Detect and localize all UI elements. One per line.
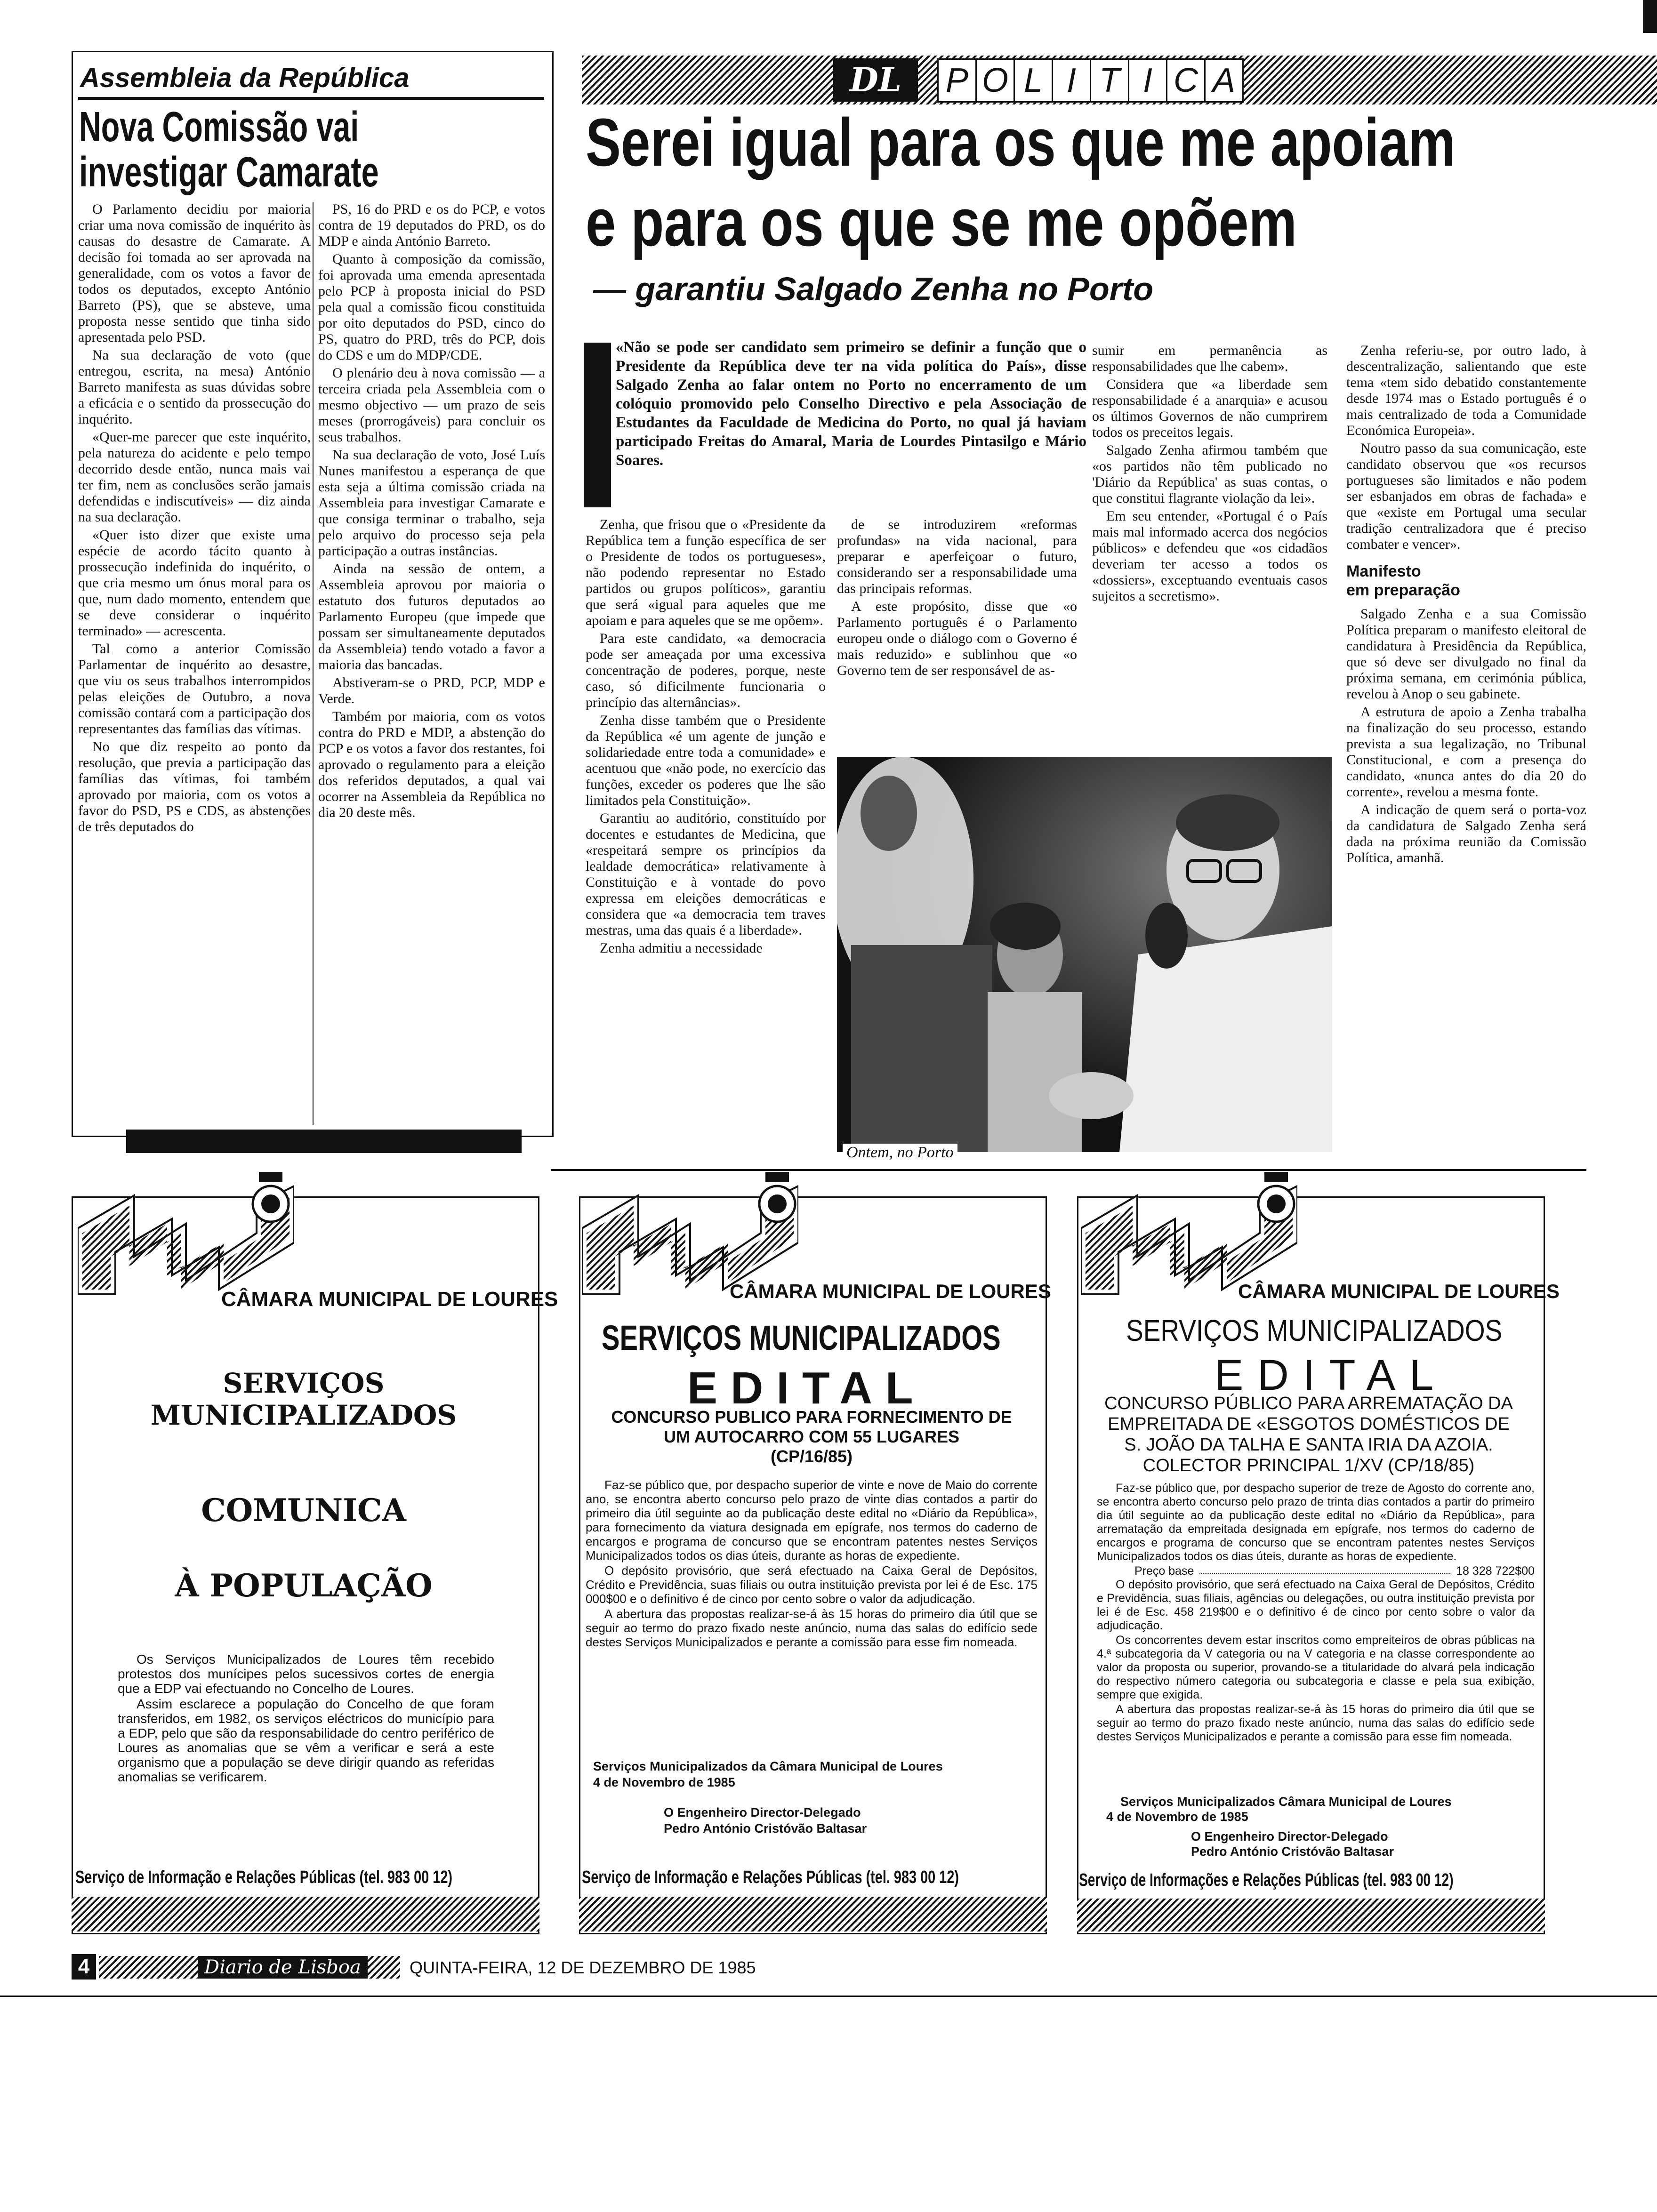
page-date: QUINTA-FEIRA, 12 DE DEZEMBRO DE 1985 xyxy=(410,1958,756,1977)
ad2-edital: EDITAL xyxy=(687,1363,926,1413)
section-politica-letter: I xyxy=(1128,58,1167,103)
ad3-subject-3: S. JOÃO DA TALHA E SANTA IRIA DA AZOIA. xyxy=(1124,1435,1493,1455)
dl-logo-text: DL xyxy=(850,60,901,99)
main-col3-p2: Considera que «a liberdade sem responsabilidade é a anarquia» e acusou os últimos Governos de não cumprirem todos os preceitos legais. xyxy=(1092,377,1327,440)
section-politica xyxy=(939,58,1244,102)
ad1-body xyxy=(118,1652,494,1785)
ad3-date: 4 de Novembro de 1985 xyxy=(1106,1810,1248,1824)
ad3-body xyxy=(1097,1482,1535,1745)
section-politica-letter: A xyxy=(1204,58,1244,103)
ad2-body-p3: A abertura das propostas realizar-se-á às 15 horas do primeiro dia útil que se seguir ao termo do prazo fixado neste anúncio, numa das salas do edifício sede destes Serviços Municipalizados e perante a comissão para esse fim nomeada. xyxy=(586,1607,1038,1649)
ad2-body-p2: O depósito provisório, que será efectuado na Caixa Geral de Depósitos, Crédito e Previdência, suas filiais ou outra instituição prevista por lei é de Esc. 175 000$00 e o definitivo é de cinco por cento sobre o valor da adjudicação. xyxy=(586,1563,1038,1606)
ad3-title: SERVIÇOS MUNICIPALIZADOS xyxy=(1126,1314,1503,1347)
masthead-name: Diario de Lisboa xyxy=(204,1956,361,1978)
section-politica-letters xyxy=(939,58,1244,102)
page-number: 4 xyxy=(78,1955,90,1978)
ad2-body xyxy=(586,1478,1038,1650)
left-article-col-1 xyxy=(78,201,311,1124)
ad2-sign-2: O Engenheiro Director-Delegado xyxy=(664,1805,861,1819)
ad3-sign-1: Serviços Municipalizados Câmara Municipal de Loures xyxy=(1120,1795,1452,1809)
news-photo-art xyxy=(837,757,1332,1152)
ad3-body2-p3: A abertura das propostas realizar-se-á às 15 horas do primeiro dia útil que se seguir ao termo do prazo fixado neste anúncio, numa das salas do edifício sede destes Serviços Municipalizados e perante a comissão para esse fim nomeada. xyxy=(1097,1703,1535,1743)
left-col2-p3: O plenário deu à nova comissão — a terceira criada pela Assembleia com o mesmo objectivo — um prazo de seis meses (prorrogáveis) para concluir os seus trabalhos. xyxy=(318,365,545,445)
ad1-body-p2: Assim esclarece a população do Concelho de que foram transferidos, em 1982, os serviços eléctricos do município para a EDP, pelo que são da responsabilidade do centro periférico de Loures as anomalias que se vêm a verificar e será a este organismo que a população se deve dirigir quando as referidas anomalias se verificarem. xyxy=(118,1697,494,1784)
left-col2-p4: Na sua declaração de voto, José Luís Nunes manifestou a esperança de que esta seja a última comissão criada na Assembleia para investigar Camarate e que consiga terminar o trabalho, seja pelo arquivo do processo seja pela participação a outras instâncias. xyxy=(318,447,545,559)
ad1-crest-icon xyxy=(245,1172,297,1228)
main-headline-1: Serei igual para os que me apoiam xyxy=(586,104,1456,180)
ad3-edital: EDITAL xyxy=(1215,1351,1448,1399)
main-col4b-p2: A estrutura de apoio a Zenha trabalha na finalização do seu processo, estando prevista a sua legalização, no Tribunal Constitucional, e com a presença do candidato, «nunca antes do dia 20 do corrente», revelou a mesma fonte. xyxy=(1346,704,1586,800)
dl-logo xyxy=(833,58,918,102)
lead-paragraph: «Não se pode ser candidato sem primeiro se definir a função que o Presidente da República deve ter na vida política do País», disse Salgado Zenha ao falar ontem no Porto no encerramento de um colóquio promovido pelo Conselho Directivo e pela Associação de Estudantes da Faculdade de Medicina do Porto, no qual já haviam participado Freitas do Amaral, Maria de Lourdes Pintasilgo e Mário Soares. xyxy=(616,339,1086,469)
page-number-box xyxy=(72,1954,96,1980)
left-col1-p6: No que diz respeito ao ponto da resolução, que previa a participação das famílias das vítimas, foi também aprovado por maioria, com os votos a favor do PSD, PS e CDS, as abstenções de três deputados do xyxy=(78,739,311,834)
main-col-2 xyxy=(837,517,1077,752)
ad3-footer-stripe xyxy=(1077,1899,1545,1931)
main-col3-p1: sumir em permanência as responsabilidades que lhe cabem». xyxy=(1092,343,1327,374)
main-headline-2: e para os que se me opõem xyxy=(586,184,1297,260)
photo-caption: Ontem, no Porto xyxy=(843,1144,957,1162)
main-col1-p1: Zenha, que frisou que o «Presidente da República tem a função específica de ser o Presidente de todos os portugueses», não podendo representar no Estado partidos ou grupos políticos», garantiu que será «igual para aqueles que me apoiam e para aqueles que se me opõem». xyxy=(586,517,826,628)
main-col1-p3: Zenha disse também que o Presidente da República «é um agente de junção e solidariedade entre toda a comunidade» e acentuou que «não pode, no exercício das funções, exceder os poderes que lhe são limitados pela Constituição». xyxy=(586,713,826,808)
left-col1-p3: «Quer-me parecer que este inquérito, pela natureza do acidente e pelo tempo decorrido desde então, nunca mais vai ter fim, nem as conclusões serão jamais defendidas e indiscutíveis» — diz ainda na sua declaração. xyxy=(78,429,311,525)
main-col3-p3: Salgado Zenha afirmou também que «os partidos não têm publicado no 'Diário da República' as suas contas, o que constitui flagrante violação da lei». xyxy=(1092,442,1327,506)
lead-dropcap-bar xyxy=(584,343,611,507)
bottom-rule xyxy=(0,1996,1657,1997)
ad3-body2-p1: O depósito provisório, que será efectuado na Caixa Geral de Depósitos, Crédito e Previdência, suas filiais, agências ou delegações, ou outra instituição prevista por lei é de Esc. 458 219$00 e o definitivo é de cinco por cento sobre o valor da adjudicação. xyxy=(1097,1578,1535,1632)
ad2-date: 4 de Novembro de 1985 xyxy=(593,1775,735,1789)
left-section-rule xyxy=(78,97,544,100)
main-col4-p1: Zenha referiu-se, por outro lado, à descentralização, salientando que este tema «tem sido debatido constantemente desde 1974 mas o Estado português é o mais centralizado de toda a Comunidade Económica Europeia». xyxy=(1346,343,1586,438)
ad1-big-2: À POPULAÇÃO xyxy=(175,1567,433,1604)
main-col3-p4: Em seu entender, «Portugal é o País mais mal informado acerca dos negócios públicos» e defendeu que «os cidadãos deveriam ter acesso a todos os «dossiers», exceptuando eventuais casos sujeitos a secretismo». xyxy=(1092,508,1327,604)
main-col4b-p3: A indicação de quem será o porta-voz da candidatura de Salgado Zenha será dada na próxima reunião da Comissão Política, amanhã. xyxy=(1346,802,1586,866)
ad2-crest-icon xyxy=(751,1172,803,1228)
ad2-signature xyxy=(593,1758,1036,1836)
ad3-crest-icon xyxy=(1250,1172,1302,1228)
ad1-org: CÂMARA MUNICIPAL DE LOURES xyxy=(221,1288,558,1311)
manifesto-subhead-a: Manifesto xyxy=(1346,562,1421,580)
left-article-col-2 xyxy=(318,201,545,1124)
left-col1-p1: O Parlamento decidiu por maioria criar uma nova comissão de inquérito às causas do desastre de Camarate. A decisão foi tomada ao ser aprovada na generalidade, com os votos a favor de todos os deputados, excepto António Barreto (PS), que se absteve, uma proposta nesse sentido que tinha sido apresentada pelo PSD. xyxy=(78,201,311,345)
left-section-label: Assembleia da República xyxy=(80,63,410,93)
main-col1-p4: Garantiu ao auditório, constituído por docentes e estudantes de Medicina, que «respeitará sempre os princípios da lealdade democrática» relativamente à Constituição e à vontade do povo expressa em eleições democráticas e considera que «a democracia tem traves mestras, uma das quais é a liberdade». xyxy=(586,810,826,938)
left-col2-p5: Ainda na sessão de ontem, a Assembleia aprovou por maioria o estatuto dos futuros deputados ao Parlamento Europeu (que impede que possam ser simultaneamente deputados da Assembleia) tendo votado a favor a maioria das bancadas. xyxy=(318,561,545,673)
main-col2-p2: A este propósito, disse que «o Parlamento português é o Parlamento europeu onde o diálogo com o Governo é mais reduzido» e sublinhou que «o Governo tem de ser responsável de as- xyxy=(837,599,1077,678)
ad1-footer-stripe xyxy=(72,1897,539,1931)
left-col1-p5: Tal como a anterior Comissão Parlamentar de inquérito ao desastre, que viu os seus trabalhos interrompidos pelas eleições de Outubro, a nova comissão contará com a participação dos representantes das famílias das vítimas. xyxy=(78,641,311,737)
manifesto-subhead-b: em preparação xyxy=(1346,581,1460,599)
main-col2-p1: de se introduzirem «reformas profundas» na vida nacional, para preparar e aperfeiçoar o futuro, considerando ser a responsabilidade uma das principais reformas. xyxy=(837,517,1077,596)
ad3-footer: Serviço de Informações e Relações Públicas (tel. 983 00 12) xyxy=(1079,1870,1454,1890)
ad3-subject-1: CONCURSO PÚBLICO PARA ARREMATAÇÃO DA xyxy=(1104,1394,1513,1413)
ad3-subject-4: COLECTOR PRINCIPAL 1/XV (CP/18/85) xyxy=(1142,1456,1475,1475)
left-col1-p2: Na sua declaração de voto (que entregou, escrita, na mesa) António Barreto manifesta as suas dúvidas sobre a eficácia e o sentido da prossecução do inquérito. xyxy=(78,347,311,427)
left-headline-2: investigar Camarate xyxy=(79,149,379,196)
section-politica-letter: P xyxy=(937,58,977,103)
left-headline-1: Nova Comissão vai xyxy=(79,104,359,151)
left-col2-p7: Também por maioria, com os votos contra do PRD e MDP, a abstenção do PCP e os votos a favor dos restantes, foi aprovado o regulamento para a eleição dos referidos deputados, a qual vai ocorrer na Assembleia da República no dia 20 deste mês. xyxy=(318,709,545,820)
section-politica-letter: L xyxy=(1014,58,1053,103)
ad1-body-p1: Os Serviços Municipalizados de Loures têm recebido protestos dos munícipes pelos sucessivos cortes de energia que a EDP vai efectuando no Concelho de Loures. xyxy=(118,1652,494,1696)
section-politica-letter: C xyxy=(1166,58,1206,103)
section-divider xyxy=(551,1169,1586,1171)
ad3-org: CÂMARA MUNICIPAL DE LOURES xyxy=(1238,1280,1560,1302)
ad1-title: SERVIÇOS MUNICIPALIZADOS xyxy=(150,1367,457,1431)
ad2-footer: Serviço de Informação e Relações Públicas (tel. 983 00 12) xyxy=(582,1867,959,1887)
ad3-body2-p2: Os concorrentes devem estar inscritos como empreiteiros de obras públicas na 4.ª subcategoria da V categoria ou na V categoria e na classe correspondente ao valor da proposta ou superior, provando-se a titularidade do alvará pela indicação do respectivo número categoria ou subcategoria e classe e pela sua exibição, sempre que exigida. xyxy=(1097,1634,1535,1701)
left-col1-p4: «Quer isto dizer que existe uma espécie de acordo tácito quanto à prossecução indefinida do inquérito, o que cria mesmo um ónus moral para os que, num dado momento, entendem que se deve considerar o inquérito terminado» — acrescenta. xyxy=(78,527,311,639)
news-photo xyxy=(837,757,1332,1152)
ad3-signature xyxy=(1102,1794,1535,1859)
right-edge-bar xyxy=(1643,0,1657,33)
section-politica-letter: T xyxy=(1090,58,1129,103)
main-col-4 xyxy=(1346,343,1586,1162)
manifesto-subhead xyxy=(1346,562,1586,600)
ad1-footer: Serviço de Informação e Relações Públicas (tel. 983 00 12) xyxy=(75,1867,453,1887)
section-politica-letter: I xyxy=(1052,58,1091,103)
left-col2-p2: Quanto à composição da comissão, foi aprovada uma emenda apresentada pelo PCP à proposta inicial do PSD pela qual a comissão ficou constituida por oito deputados do PSD, cinco do PS, quatro do PRD, três do PCP, dois do CDS e um do MDP/CDE. xyxy=(318,251,545,363)
ad2-org: CÂMARA MUNICIPAL DE LOURES xyxy=(730,1280,1051,1302)
ad2-sign-1: Serviços Municipalizados da Câmara Municipal de Loures xyxy=(593,1759,943,1773)
ad3-sign-3: Pedro António Cristóvão Baltasar xyxy=(1191,1844,1394,1859)
ad2-sign-3: Pedro António Cristóvão Baltasar xyxy=(664,1821,867,1835)
left-col-divider xyxy=(313,202,314,1125)
ad1-big-1: COMUNICA xyxy=(201,1492,406,1529)
ad3-price-value: 18 328 722$00 xyxy=(1456,1564,1535,1578)
ad2-ref: (CP/16/85) xyxy=(770,1447,853,1466)
ad3-subject xyxy=(1083,1393,1535,1476)
main-col-3 xyxy=(1092,343,1327,752)
main-col4b-p1: Salgado Zenha e a sua Comissão Política preparam o manifesto eleitoral de candidatura à Presidência da República, que só deve ser divulgado no final da próxima semana, em cerimónia pública, revelou à Anop o seu gabinete. xyxy=(1346,606,1586,702)
section-politica-letter: O xyxy=(975,58,1015,103)
ad2-body-p1: Faz-se público que, por despacho superior de vinte e nove de Maio do corrente ano, se encontra aberto concurso pelo prazo de vinte dias contados a partir do primeiro dia útil seguinte ao da publicação deste edital no «Diário da República», para fornecimento da viatura designada em epígrafe, nos termos do caderno de encargos e programa de concurso que se encontram patentes nestes Serviços Municipalizados todos os dias úteis, durante as horas de expediente. xyxy=(586,1478,1038,1563)
ad2-subject-2: UM AUTOCARRO COM 55 LUGARES xyxy=(663,1427,960,1446)
main-subhead: — garantiu Salgado Zenha no Porto xyxy=(593,271,1154,307)
masthead-name-wrap xyxy=(198,1956,368,1979)
ad3-subject-2: EMPREITADA DE «ESGOTOS DOMÉSTICOS DE xyxy=(1108,1414,1510,1434)
left-col2-p6: Abstiveram-se o PRD, PCP, MDP e Verde. xyxy=(318,675,545,706)
censored-bar xyxy=(126,1130,522,1153)
ad3-body-p1: Faz-se público que, por despacho superior de treze de Agosto do corrente ano, se encontra aberto concurso pelo prazo de trinta dias contados a partir do primeiro dia útil seguinte ao da publicação deste edital no «Diário da República», para arrematação da empreitada designada em epígrafe, nos termos do caderno de encargos e programa de concurso que se encontram patentes nestes Serviços Municipalizados todos os dias úteis, durante as horas de expediente. xyxy=(1097,1482,1535,1563)
ad2-subject xyxy=(586,1407,1038,1467)
main-col-1 xyxy=(586,517,826,1162)
main-col4-p2: Noutro passo da sua comunicação, este candidato observou que «os recursos portugueses são limitados e não podem ser esbanjados em obras de fachada» e que «existe em Portugal uma secular tradição centralizadora que é preciso combater e vencer». xyxy=(1346,441,1586,552)
ad2-subject-1: CONCURSO PUBLICO PARA FORNECIMENTO DE xyxy=(611,1407,1012,1427)
ad3-sign-2: O Engenheiro Director-Delegado xyxy=(1191,1829,1388,1843)
ad3-price-dots xyxy=(1199,1564,1450,1574)
ad3-price-row xyxy=(1097,1564,1535,1578)
ad2-title: SERVIÇOS MUNICIPALIZADOS xyxy=(602,1318,1001,1357)
ad2-footer-stripe xyxy=(579,1897,1047,1931)
main-col1-p2: Para este candidato, «a democracia pode ser ameaçada por uma excessiva concentração de poderes, porque, neste caso, só dificilmente funcionaria o princípio das alternâncias». xyxy=(586,631,826,710)
main-col1-p5: Zenha admitiu a necessidade xyxy=(600,940,763,956)
ad3-price-label: Preço base xyxy=(1134,1564,1194,1578)
left-col2-p1: PS, 16 do PRD e os do PCP, e votos contra de 19 deputados do PRD, os do MDP e ainda António Barreto. xyxy=(318,201,545,249)
